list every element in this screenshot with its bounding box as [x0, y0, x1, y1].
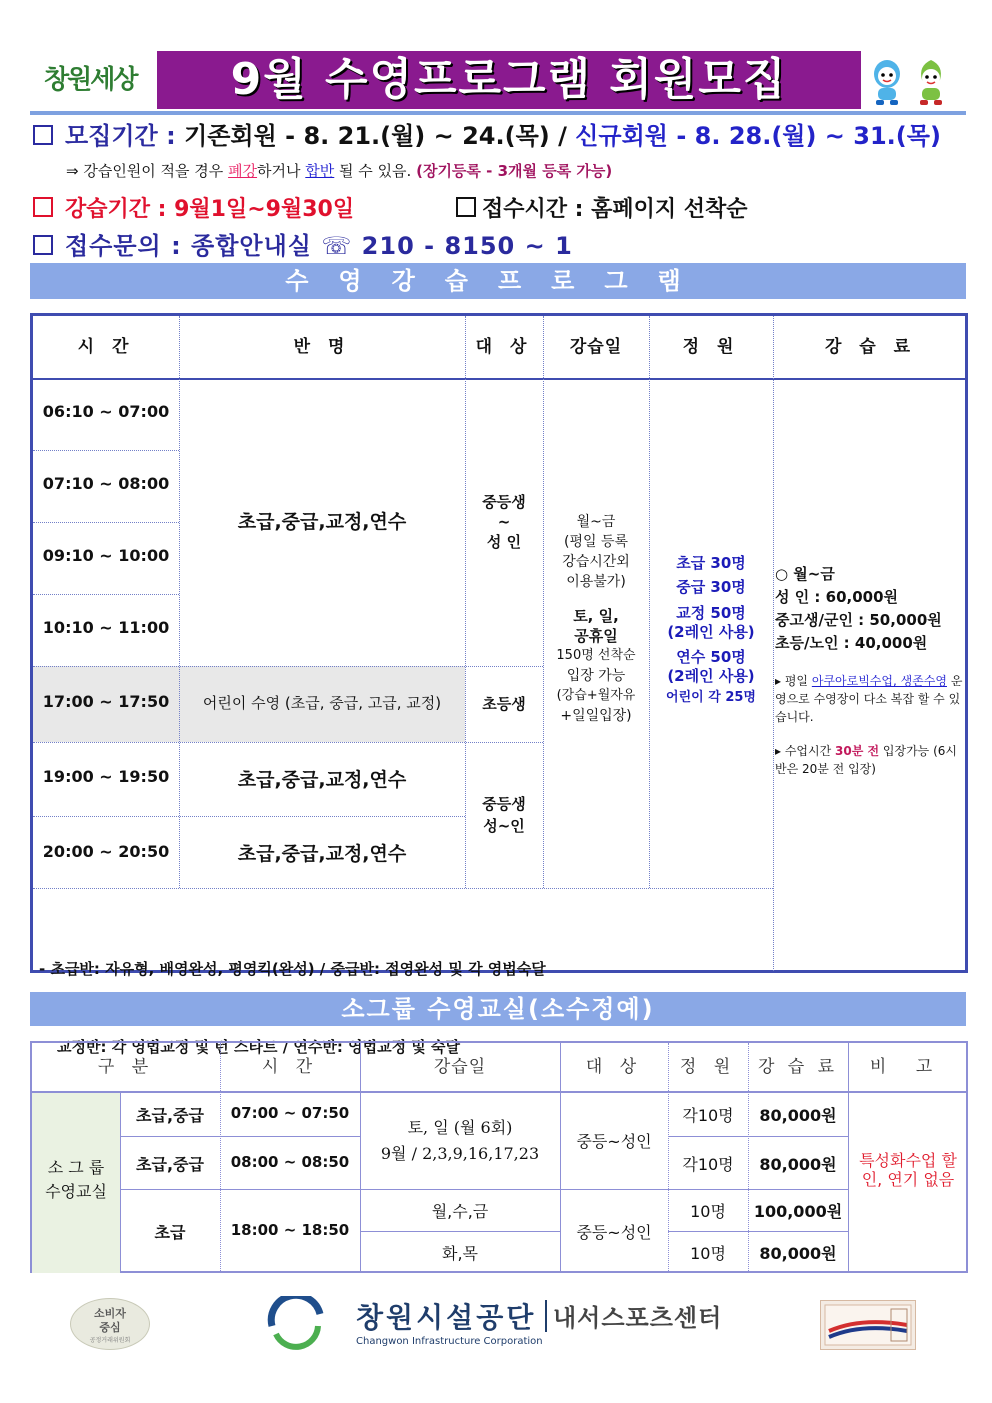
target-evening-line: 성~인 — [483, 817, 525, 835]
notice-after: 될 수 있음. — [334, 162, 417, 180]
sg-weekend-days — [360, 1115, 560, 1167]
sg-capacity: 각10명 — [682, 1106, 734, 1125]
row-divider — [33, 450, 179, 451]
note1-highlight: 아쿠아로빅수업, 생존수영 — [811, 674, 947, 688]
capacity-line: 어린이 각 25명 — [666, 690, 756, 705]
lesson-days — [543, 512, 649, 726]
time-slot: 06:10 ~ 07:00 — [42, 402, 170, 421]
row-divider — [33, 816, 465, 817]
sg-row-divider — [668, 1136, 848, 1137]
class-2000: 초급,중급,교정,연수 — [237, 843, 407, 865]
target-evening — [465, 793, 543, 837]
sg-level: 초급 — [154, 1223, 186, 1242]
row-divider — [33, 594, 179, 595]
note2-rest: 입장가능 (6시반은 20분 전 입장) — [775, 744, 957, 776]
class-morning: 초급,중급,교정,연수 — [237, 511, 407, 533]
time-slot: 20:00 ~ 20:50 — [42, 842, 170, 861]
time-slot: 07:10 ~ 08:00 — [42, 474, 170, 493]
logo-text: 창원세상 — [44, 65, 137, 95]
days-line: (강습+월자유 — [556, 688, 636, 703]
time-slot: 17:00 ~ 17:50 — [42, 692, 170, 711]
inquiry — [33, 226, 573, 261]
sg-category-line: 수영교실 — [45, 1182, 107, 1201]
capacity-line: (2레인 사용) — [667, 623, 755, 641]
sg-header-remark: 비 고 — [869, 1057, 945, 1077]
sg-header-divider — [32, 1091, 966, 1093]
description-line: - 초급반: 자유형, 배영완성, 평영킥(완성) / 중급반: 접영완성 및 각 영법숙달 — [39, 960, 546, 978]
sg-col-divider — [848, 1043, 849, 1273]
days-line: 공휴일 — [574, 627, 618, 645]
sg-header-capacity: 정 원 — [679, 1057, 737, 1077]
inquiry-text: 접수문의 : 종합안내실 ☏ 210 - 8150 ~ 1 — [65, 232, 573, 260]
sg-fee: 80,000원 — [759, 1244, 837, 1263]
page-title-banner — [157, 51, 861, 109]
sg-time: 07:00 ~ 07:50 — [230, 1104, 350, 1122]
time-slot: 09:10 ~ 10:00 — [42, 546, 170, 565]
sg-days-line: 토, 일 (월 6회) — [407, 1118, 513, 1137]
notice-close: 폐강 — [228, 162, 258, 180]
target-morning-line: 성 인 — [486, 533, 522, 551]
header-time: 시 간 — [77, 337, 135, 357]
target-morning-line: ~ — [497, 513, 511, 531]
sg-header-days: 강습일 — [433, 1057, 487, 1077]
sg-days: 화,목 — [442, 1244, 478, 1263]
row-divider — [33, 522, 179, 523]
reception-time-text: 접수시간 : 홈페이지 선착순 — [482, 197, 748, 222]
mascot-water-drop-icon — [866, 58, 908, 106]
corporation-divider — [545, 1300, 547, 1332]
note1-rest: 운영으로 수영장이 다소 복잡 할 수 있습니다. — [775, 674, 963, 724]
sg-row-divider — [360, 1231, 560, 1232]
col-divider — [773, 316, 774, 971]
target-kids: 초등생 — [482, 695, 526, 713]
bullet-triangle-icon: ▸ — [775, 674, 785, 688]
sports-center-name: 내서스포츠센터 — [553, 1304, 723, 1332]
target-evening-line: 중등생 — [482, 795, 526, 813]
capacity-line: 교정 50명 — [676, 604, 746, 622]
sg-category-line: 소 그 룹 — [47, 1158, 105, 1177]
header-class: 반 명 — [293, 337, 351, 357]
class-kids: 어린이 수영 (초급, 중급, 고급, 교정) — [202, 694, 442, 712]
badge-line: 중심 — [99, 1321, 121, 1334]
note1-prefix: 평일 — [784, 674, 812, 688]
days-line: +일일입장) — [560, 708, 632, 724]
checkbox-square-icon — [33, 197, 53, 217]
fee-title: ○ 월~금 — [775, 565, 835, 583]
corporation-english-name: Changwon Infrastructure Corporation — [356, 1336, 543, 1347]
recruitment-period — [33, 116, 941, 151]
period-separator: / — [558, 122, 567, 150]
corporation-logo-icon — [262, 1296, 332, 1350]
sg-level: 초급,중급 — [136, 1155, 204, 1174]
fee-adult: 성 인 : 60,000원 — [775, 588, 899, 606]
row-divider — [33, 666, 543, 667]
sg-remark: 특성화수업 할인, 연기 없음 — [859, 1151, 957, 1189]
sg-capacity: 10명 — [690, 1202, 726, 1221]
days-line: 이용불가) — [566, 574, 626, 590]
sg-level: 초급,중급 — [136, 1106, 204, 1125]
badge-line: 소비자 — [94, 1307, 126, 1320]
header-capacity: 정 원 — [682, 337, 740, 357]
col-divider — [179, 316, 180, 888]
note2-prefix: 수업시간 — [784, 744, 836, 758]
capacity-line: 중급 30명 — [676, 578, 746, 596]
reception-time — [456, 192, 748, 223]
note2-highlight: 30분 전 — [835, 744, 880, 758]
sg-time: 08:00 ~ 08:50 — [230, 1153, 350, 1171]
time-slot: 19:00 ~ 19:50 — [42, 767, 170, 786]
sg-capacity: 10명 — [690, 1244, 726, 1263]
fee-note-1 — [775, 672, 965, 726]
capacity — [649, 551, 773, 711]
sg-fee: 80,000원 — [759, 1155, 837, 1174]
capacity-line: 연수 50명 — [676, 648, 746, 666]
sg-fee: 100,000원 — [753, 1202, 843, 1221]
consumer-centered-badge — [70, 1298, 150, 1350]
sg-row-divider — [120, 1136, 360, 1137]
fee-youth: 중고생/군인 : 50,000원 — [775, 611, 942, 629]
page-title: 9월 수영프로그램 회원모집 — [230, 54, 788, 105]
sg-row-divider — [668, 1231, 848, 1232]
sg-fee: 80,000원 — [759, 1106, 837, 1125]
sg-target: 중등~성인 — [576, 1132, 652, 1151]
header-divider — [33, 378, 968, 380]
header-fee: 강 습 료 — [824, 337, 917, 357]
lesson-period-text: 강습기간 : 9월1일~9월30일 — [65, 197, 355, 222]
days-spacer — [543, 592, 649, 606]
small-group-section-title: 소그룹 수영교실(소수정예) — [30, 992, 966, 1026]
fee-note-2 — [775, 742, 965, 778]
days-line: (평일 등록 — [563, 534, 628, 550]
row-divider — [33, 742, 543, 743]
program-section-title: 수영강습프로그램 — [30, 263, 966, 299]
sg-time: 18:00 ~ 18:50 — [230, 1221, 350, 1239]
target-morning-line: 중등생 — [482, 493, 526, 511]
class-1900: 초급,중급,교정,연수 — [237, 769, 407, 791]
notice-line — [66, 160, 612, 181]
corporation-name: 창원시설공단 — [356, 1301, 537, 1334]
capacity-line: 초급 30명 — [676, 554, 746, 572]
sg-capacity: 각10명 — [682, 1155, 734, 1174]
header-days: 강습일 — [569, 337, 623, 357]
lesson-period — [33, 192, 354, 223]
days-line: 입장 가능 — [566, 668, 626, 684]
days-line: 강습시간외 — [562, 554, 630, 570]
sg-row-divider — [120, 1189, 848, 1190]
row-divider — [33, 888, 773, 889]
target-morning — [465, 492, 543, 552]
checkbox-square-icon — [33, 235, 53, 255]
notice-merge: 합반 — [305, 162, 335, 180]
time-slot: 10:10 ~ 11:00 — [42, 618, 170, 637]
sg-header-fee: 강 습 료 — [757, 1057, 839, 1077]
changwon-logo — [44, 56, 144, 104]
sg-days: 월,수,금 — [431, 1202, 489, 1221]
sg-category — [32, 1156, 120, 1204]
checkbox-square-icon — [456, 197, 476, 217]
badge-line: 공정거래위원회 — [89, 1337, 131, 1344]
period-label: 모집기간 : — [65, 122, 176, 150]
sg-header-target: 대 상 — [585, 1057, 643, 1077]
notice-prefix: ⇒ 강습인원이 적을 경우 — [66, 162, 229, 180]
notice-long-term: (장기등록 - 3개월 등록 가능) — [416, 162, 613, 180]
mascot-leaf-icon — [910, 58, 952, 106]
header-target: 대 상 — [475, 337, 533, 357]
new-members-period: 신규회원 - 8. 28.(월) ~ 31.(목) — [575, 122, 941, 150]
small-group-table — [30, 1041, 968, 1273]
bullet-triangle-icon: ▸ — [775, 744, 785, 758]
sg-header-time: 시 간 — [261, 1057, 319, 1077]
description-line: 교정반: 각 영법교정 및 턴 스타트 / 연수반: 영법교정 및 숙달 — [57, 1038, 460, 1056]
capacity-line: (2레인 사용) — [667, 667, 755, 685]
fee-block — [775, 563, 965, 655]
days-line: 월~금 — [576, 514, 616, 530]
certification-mark-icon — [820, 1300, 916, 1350]
notice-mid: 하거나 — [257, 162, 306, 180]
existing-members-period: 기존회원 - 8. 21.(월) ~ 24.(목) — [184, 122, 550, 150]
title-underline — [30, 111, 966, 115]
sg-days-line: 9월 / 2,3,9,16,17,23 — [380, 1144, 540, 1163]
fee-child: 초등/노인 : 40,000원 — [775, 634, 928, 652]
sg-header-category: 구 분 — [97, 1057, 155, 1077]
days-line: 150명 선착순 — [556, 648, 636, 663]
sg-target: 중등~성인 — [576, 1223, 652, 1242]
checkbox-square-icon — [33, 125, 53, 145]
days-line: 토, 일, — [573, 607, 619, 625]
